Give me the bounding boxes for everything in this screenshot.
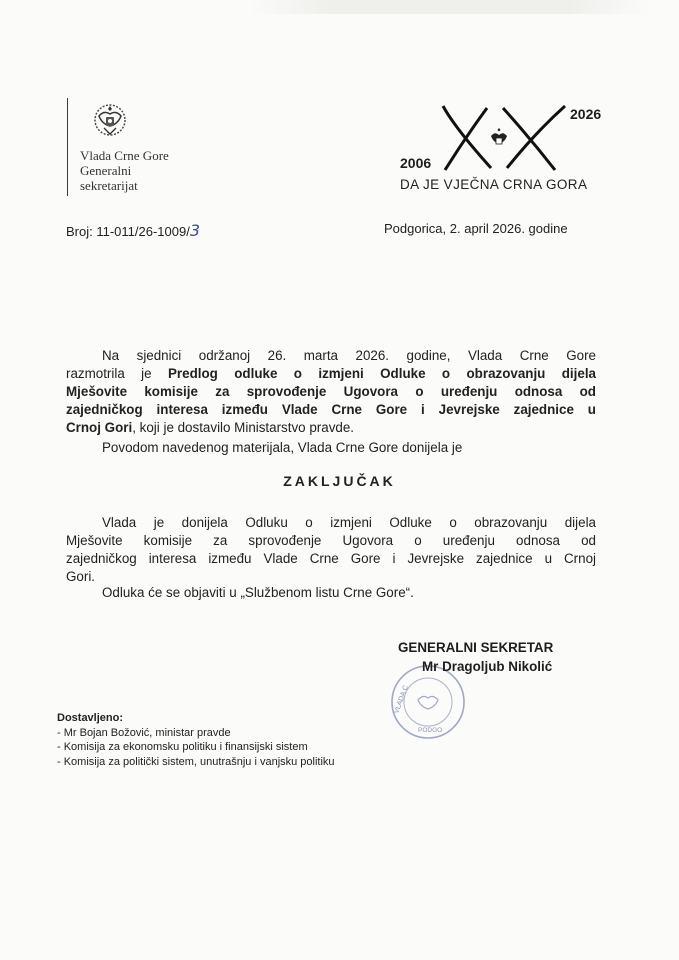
paragraph-conclusion	[66, 514, 596, 586]
p1-line-3: Mješovite komisije za sprovođenje Ugovora o uređenju odnosa od	[66, 384, 596, 399]
logo-tagline: DA JE VJEČNA CRNA GORA	[400, 177, 588, 192]
distribution-list	[57, 711, 335, 769]
p3-line-1: Vlada je donijela Odluku o izmjeni Odluke o obrazovanju dijela	[102, 515, 596, 530]
p3-line-4: Gori.	[66, 569, 96, 584]
paragraph-intro	[66, 347, 596, 437]
stamp-text-left: VLADA C	[393, 684, 410, 715]
p1-line-1: Na sjednici održanoj 26. marta 2026. godine, Vlada Crne Gore	[102, 348, 596, 363]
government-name	[80, 148, 169, 193]
coat-of-arms-icon	[88, 100, 132, 144]
scan-artifact-strip	[250, 0, 650, 14]
p3-line-3: zajedničkog interesa između Vlade Crne Gore i Jevrejske zajednice u Crnoj	[66, 551, 596, 566]
signature-block	[398, 638, 553, 676]
conclusion-title: ZAKLJUČAK	[283, 473, 396, 489]
logo-year-start: 2006	[400, 155, 432, 171]
gov-line-3: sekretarijat	[80, 178, 138, 193]
p1-line-2: razmotrila je Predlog odluke o izmjeni Odluke o obrazovanju dijela	[66, 366, 596, 381]
p1-line-5: Crnoj Gori, koji je dostavilo Ministarstvo pravde.	[66, 420, 355, 435]
gov-line-2: Generalni	[80, 163, 132, 178]
list-item: - Komisija za politički sistem, unutrašnju i vanjsku politiku	[57, 755, 335, 768]
paragraph-publication: Odluka će se objaviti u „Službenom listu Crne Gore“.	[102, 585, 414, 600]
list-item: - Mr Bojan Božović, ministar pravde	[57, 726, 231, 739]
signature-title: GENERALNI SEKRETAR	[398, 640, 554, 655]
header-vertical-rule	[67, 98, 68, 196]
place-and-date: Podgorica, 2. april 2026. godine	[384, 221, 568, 236]
p3-line-2: Mješovite komisije za sprovođenje Ugovora o uređenju odnosa od	[66, 533, 596, 548]
reference-number	[66, 221, 200, 240]
logo-year-end: 2026	[570, 106, 602, 122]
handwritten-number: 3	[189, 221, 201, 240]
paragraph-adopted: Povodom navedenog materijala, Vlada Crne Gore donijela je	[102, 440, 463, 455]
gov-line-1: Vlada Crne Gore	[80, 148, 169, 163]
distribution-heading: Dostavljeno:	[57, 712, 124, 724]
p1-line-4: zajedničkog interesa između Vlade Crne Gore i Jevrejske zajednice u	[66, 402, 596, 417]
stamp-text-bottom: PODGO	[418, 727, 443, 734]
reference-label: Broj: 11-011/26-1009/	[66, 224, 190, 239]
signature-name: Mr Dragoljub Nikolić	[422, 659, 553, 674]
list-item: - Komisija za ekonomsku politiku i finansijski sistem	[57, 741, 308, 753]
